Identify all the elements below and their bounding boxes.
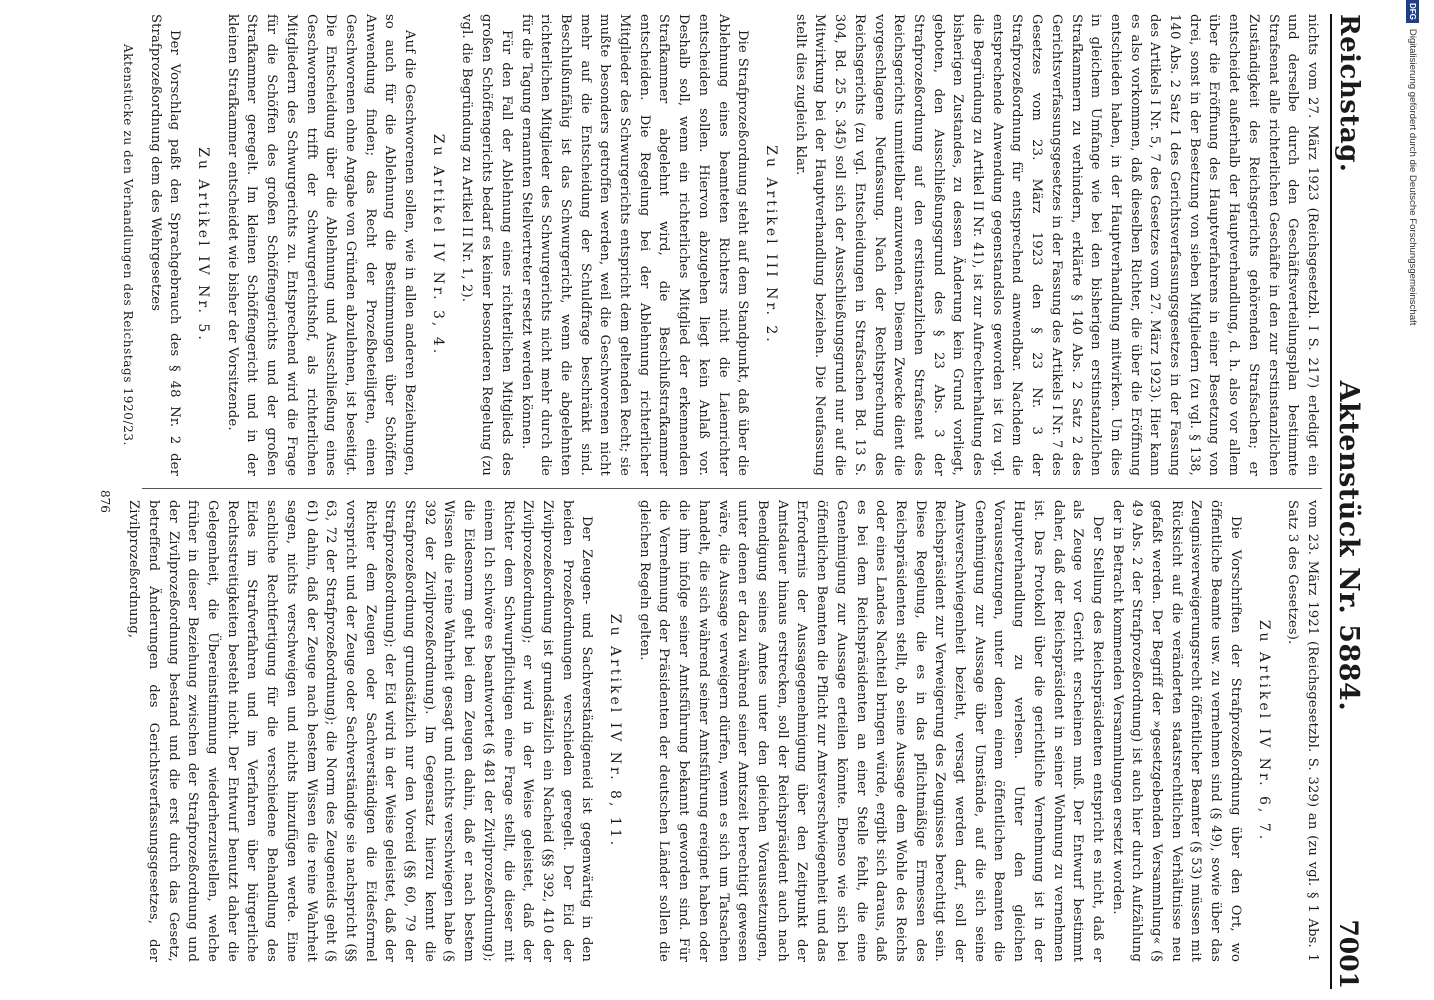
paragraph: nichts vom 27. März 1923 (Reichsgesetzbl. I S. 217) erledigt ein und derselbe durch den Geschäftsverteilungsplan bestimmte Strafsenat alle richterlichen Geschäfte in den zur erstinstanzlichen Zuständigkeit des Reichsgerichts gehörenden Strafsachen; er entscheidet außerhalb der Hauptverhandlung, d. h. also vor allem über die Eröffnung des Hauptverfahrens in einer Besetzung von drei, sonst in der Besetzung von sieben Mitgliedern (zu vgl. § 138, 140 Abs. 2 Satz 1 des Gerichtsverfassungsgesetzes in der Fassung des Artikels I Nr. 5, 7 des Gesetzes vom 27. März 1923). Hier kann es also vorkommen, daß dieselben Richter, die über die Eröffnung entschieden haben, in der Hauptverhandlung mitwirken. Um dies in gleichem Umfange wie bei den bisherigen erstinstanzlichen Strafkammern zu verhindern, erklärte § 140 Abs. 2 Satz 2 des Gerichtsverfassungsgesetzes in der Fassung des Artikels I Nr. 7 des Gesetzes vom 23. März 1923 den § 23 Nr. 3 der Strafprozeßordnung für entsprechend anwendbar. Nachdem die entsprechende Anwendung gegenstandslos geworden ist (zu vgl. die Begründung zu Artikel II Nr. 41), ist zur Aufrechterhaltung des bisherigen Zustandes, zu dessen Änderung kein Grund vorliegt, geboten, den Ausschließungsgrund des § 23 Abs. 3 der Strafprozeßordnung auf den erstinstanzlichen Strafsenat des Reichsgerichts unmittelbar anzuwenden. Diesem Zwecke dient die vorgeschlagene Neufassung. Nach der Rechtsprechung des Reichsgerichts (zu vgl. Entscheidungen in Strafsachen Bd. 13 S. 304, Bd. 25 S. 345) soll sich der Ausschließungsgrund nur auf die Mitwirkung bei der Hauptverhandlung beziehen. Die Neufassung stellt dies zugleich klar. — [792, 14, 1320, 476]
section-heading: Zu Artikel III Nr. 2. — [763, 145, 780, 345]
header-reichstag: Reichstag. — [1334, 14, 1364, 173]
dfg-logo: DFG — [1407, 0, 1420, 23]
paragraph: vom 23. März 1921 (Reichsgesetzbl. S. 329) an (zu vgl. § 1 Abs. 1 Satz 3 des Gesetzes). — [1285, 500, 1320, 962]
paragraph: Der Stellung des Reichspräsidenten entspricht es nicht, daß er als Zeuge vor Gericht erscheinen muß. Der Entwurf bestimmt daher, daß der Reichspräsident in seiner Wohnung zu vernehmen ist. Das Protokoll über die gerichtliche Vernehmung ist in der Hauptverhandlung zu verlesen. Unter den gleichen Voraussetzungen, unter denen einem öffentlichen Beamten die Genehmigung zur Aussage über Umstände, auf die sich seine Amtsverschwiegenheit bezieht, versagt werden darf, soll der Reichspräsident zur Verweigerung des Zeugnisses berechtigt sein. Diese Regelung, die es in das pflichtmäßige Ermessen des Reichspräsidenten stellt, ob seine Aussage dem Wohle des Reichs oder eines Landes Nachteil bringen würde, ergibt sich daraus, daß es bei dem Reichspräsidenten an einer Stelle fehlt, die eine Genehmigung zur Aussage erteilen könnte. Ebenso wie sich bei öffentlichen Beamten die Pflicht zur Amtsverschwiegenheit und das Erfordernis der Aussagegenehmigung über den Zeitpunkt der Amtsdauer hinaus erstrecken, soll der Reichspräsident auch nach Beendigung seines Amtes unter den gleichen Voraussetzungen, unter denen er dazu während seiner Amtszeit berechtigt gewesen wäre, die Aussage verweigern dürfen, wenn es sich um Tatsachen handelt, die sich während seiner Amtsführung ereignet haben oder die ihm infolge seiner Amtsführung bekannt geworden sind. Für die Vernehmung der Präsidenten der deutschen Länder sollen die gleichen Regeln gelten. — [636, 500, 1105, 962]
column-divider — [142, 488, 1322, 489]
paragraph: Für den Fall der Ablehnung eines richterlichen Mitglieds des großen Schöffengerichts bedarf es keiner besonderen Regelung (zu vgl. die Begründung zu Artikel II Nr. 1, 2). — [459, 14, 514, 476]
section-heading: Zu Artikel IV Nr. 8, 11. — [607, 613, 624, 849]
paragraph: Auf die Geschworenen sollen, wie in allen anderen Beziehungen, so auch für die Ablehnung die Bestimmungen über Schöffen Anwendung finden; das Recht der Prozeßbeteiligten, einen Geschworenen ohne Angabe von Gründen abzulehnen, ist beseitigt. Die Entscheidung über die Ablehnung und Ausschließung eines Geschworenen trifft der Schwurgerichtshof, als richterlichen Mitgliedern des Schwurgerichts zu. Entsprechend wird die Frage für die Schöffen des großen Schöffengerichts und der großen Strafkammer geregelt. Im kleinen Schöffengericht und in der kleinen Strafkammer entscheidet wie bisher der Vorsitzende. — [224, 14, 418, 476]
page-header — [1330, 14, 1366, 989]
paragraph: Die Vorschriften der Strafprozeßordnung über den Ort, wo öffentliche Beamte usw. zu vernehmen sind (§ 49), sowie über das Zeugnisverweigerungsrecht öffentlicher Beamter (§ 53) müssen mit Rücksicht auf die veränderten staatsrechtlichen Verhältnisse neu gefaßt werden. Der Begriff der »gesetzgebenden Versammlung« (§ 49 Abs. 2 der Strafprozeßordnung) ist auch hier durch Aufzählung der in Betracht kommenden Versammlungen ersetzt worden. — [1109, 500, 1243, 962]
paragraph: Die Strafprozeßordnung steht auf dem Standpunkt, daß über die Ablehnung eines beamteten Richters nicht die Laienrichter entscheiden sollen. Hiervon abzugehen liegt kein Anlaß vor. Deshalb soll, wenn ein richterliches Mitglied der erkennenden Strafkammer abgelehnt wird, die Beschlußstrafkammer entscheiden. Die Regelung bei der Ablehnung richterlicher Mitglieder des Schwurgerichts entspricht dem geltenden Recht; sie mußte besonders getroffen werden, weil die Geschworenen nicht mehr auf die Entscheidung der Schuldfrage beschränkt sind. Beschlußunfähig ist das Schwurgericht, wenn die abgelehnten richterlichen Mitglieder des Schwurgerichts nicht mehr durch die für die Tagung ernannten Stellvertreter ersetzt werden können. — [518, 14, 751, 476]
footer-source-line: Aktenstücke zu den Verhandlungen des Reichstags 1920/23. — [120, 44, 135, 446]
section-heading: Zu Artikel IV Nr. 5. — [195, 147, 212, 343]
header-page-number: 7001 — [1334, 919, 1364, 989]
section-heading: Zu Artikel IV Nr. 3, 4. — [429, 133, 446, 357]
paragraph: Der Vorschlag paßt den Sprachgebrauch des § 48 Nr. 2 der Strafprozeßordnung dem des Wehrgesetzes — [147, 14, 183, 476]
digitization-text: Digitalisierung gefördert durch die Deutsche Forschungsgemeinschaft — [1407, 28, 1419, 326]
right-column — [126, 500, 1322, 962]
section-heading: Zu Artikel IV Nr. 6, 7. — [1255, 619, 1272, 843]
digitization-note — [1400, 0, 1432, 1000]
footer-page-number: 876 — [98, 490, 112, 513]
left-column — [120, 14, 1322, 476]
header-aktenstueck: Aktenstück Nr. 5884. — [1333, 380, 1365, 712]
paragraph: Der Zeugen- und Sachverständigeneid ist gegenwärtig in den beiden Prozeßordnungen verschieden geregelt. Der Eid der Zivilprozeßordnung ist grundsätzlich ein Nacheid (§§ 392, 410 der Zivilprozeßordnung); er wird in der Weise geleistet, daß der Richter dem Schwurpflichtigen eine Frage stellt, die dieser mit einem Ich schwöre es beantwortet (§ 481 der Zivilprozeßordnung); die Eidesnorm geht bei dem Zeugen dahin, daß er nach bestem Wissen die reine Wahrheit gesagt und nichts verschwiegen habe (§ 392 der Zivilprozeßordnung). Im Gegensatz hierzu kennt die Strafprozeßordnung grundsätzlich nur den Voreid (§§ 60, 79 der Strafprozeßordnung); der Eid wird in der Weise geleistet, daß der Richter dem Zeugen oder Sachverständigen die Eidesformel vorspricht und der Zeuge oder Sachverständige sie nachspricht (§§ 63, 72 der Strafprozeßordnung); die Norm des Zeugeneids geht (§ 61) dahin, daß der Zeuge nach bestem Wissen die reine Wahrheit sagen, nichts verschweigen und nichts hinzufügen werde. Eine sachliche Rechtfertigung für die verschiedene Behandlung des Eides im Strafverfahren und im Verfahren über bürgerliche Rechtsstreitigkeiten besteht nicht. Der Entwurf benutzt daher die Gelegenheit, die Übereinstimmung wiederherzustellen, welche früher in dieser Beziehung zwischen der Strafprozeßordnung und der Zivilprozeßordnung bestand und die erst durch das Gesetz, betreffend Änderungen des Gerichtsverfassungsgesetzes, der Zivilprozeßordnung, — [126, 500, 595, 962]
